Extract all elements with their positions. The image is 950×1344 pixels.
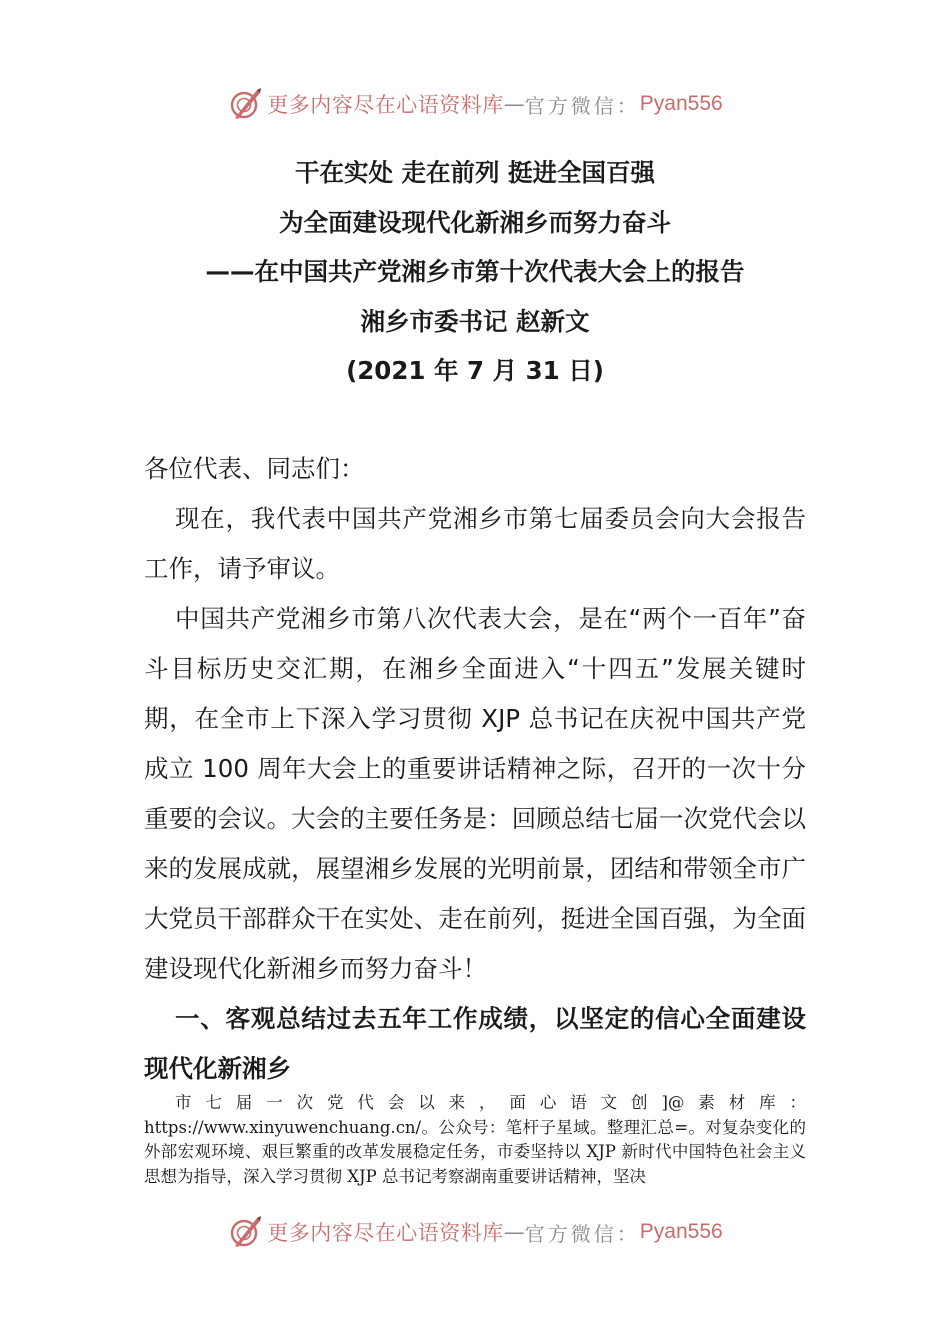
paragraph-2: 中国共产党湘乡市第八次代表大会，是在“两个一百年”奋斗目标历史交汇期，在湘乡全面进入“十四五”发展关键时期，在全市上下深入学习贯彻 XJP 总书记在庆祝中国共产党成立 100 周年大会上的重要讲话精神之际，召开的一次十分重要的会议。大会的主要任务是：回顾总结七届一次党代会以来的发展成就，展望湘乡发展的光明前景，团结和带领全市广大党员干部群众干在实处、走在前列，挺进全国百强，为全面建设现代化新湘乡而努力奋斗！ [144,604,806,983]
section-1-heading: 一、客观总结过去五年工作成绩，以坚定的信心全面建设现代化新湘乡 [144,1004,806,1083]
section-1-text: 市七届一次党代会以来，面心语文创]@素材库：https://www.xinyuwenchuang.cn/。公众号：笔杆子星域。整理汇总=。对复杂变化的外部宏观环境、艰巨繁重的改革发展稳定任务，市委坚持以 XJP 新时代中国特色社会主义思想为指导，深入学习贯彻 XJP 总书记考察湖南重要讲话精神，坚决 [144,1093,806,1186]
quill-pen-circle-logo-icon [227,1214,263,1250]
document-title-block [0,148,950,396]
watermark-account: Pyan556 [639,92,723,115]
watermark-label: 官方微信： [524,93,640,118]
watermark-main-text: 更多内容尽在心语资料库 [267,1221,504,1245]
document-body [144,444,806,1094]
title-line-2: 为全面建设现代化新湘乡而努力奋斗 [279,207,671,237]
watermark-separator: — [503,92,525,116]
watermark-separator: — [503,1220,525,1244]
section-1-body [144,1091,806,1189]
author-line: 湘乡市委书记 赵新文 [360,306,590,336]
title-line-3: ——在中国共产党湘乡市第十次代表大会上的报告 [205,257,745,286]
watermark-account: Pyan556 [639,1220,723,1243]
watermark-label: 官方微信： [524,1221,640,1246]
paragraph-1: 现在，我代表中国共产党湘乡市第七届委员会向大会报告工作，请予审议。 [144,504,806,583]
date-line: (2021 年 7 月 31 日) [346,356,604,385]
watermark-banner-bottom [0,1212,950,1252]
watermark-banner-top [0,84,950,124]
quill-pen-circle-logo-icon [227,86,263,122]
greeting: 各位代表、同志们： [144,454,365,483]
title-line-1: 干在实处 走在前列 挺进全国百强 [294,158,656,187]
watermark-main-text: 更多内容尽在心语资料库 [267,93,504,117]
